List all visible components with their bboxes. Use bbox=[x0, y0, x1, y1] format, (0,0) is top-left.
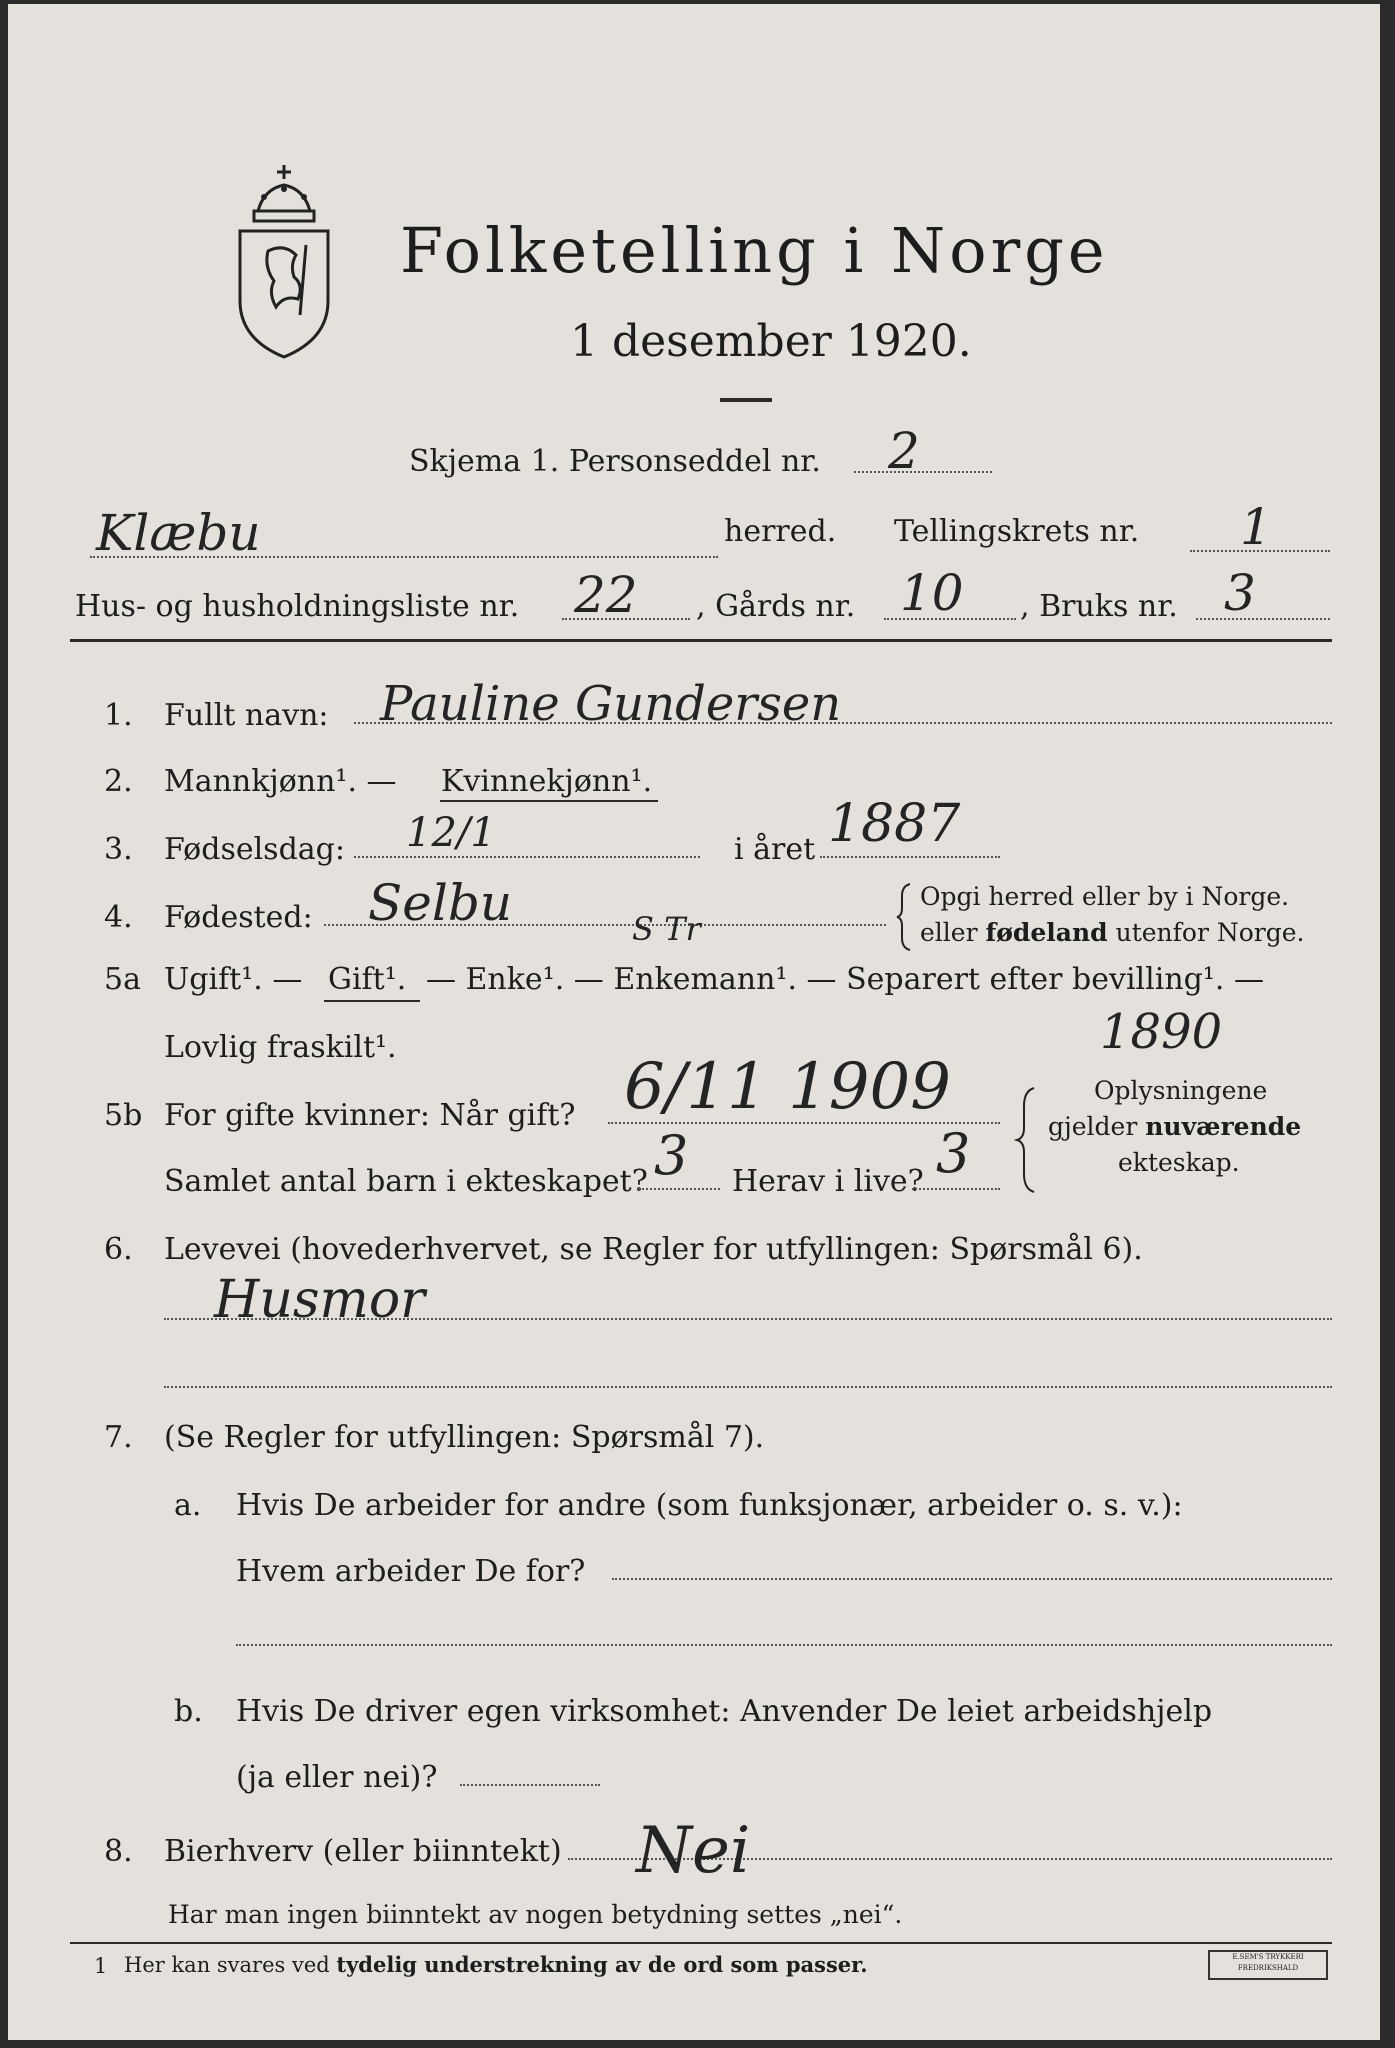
hus-value: 22 bbox=[574, 566, 638, 624]
census-form bbox=[8, 4, 1380, 2040]
footnote-number: 1 bbox=[94, 1954, 108, 1978]
hus-label: Hus- og husholdningsliste nr. bbox=[75, 589, 520, 624]
q4-label: Fødested: bbox=[164, 900, 313, 935]
q4-number: 4. bbox=[104, 900, 133, 935]
children-value: 3 bbox=[654, 1124, 689, 1187]
tellingskrets-label: Tellingskrets nr. bbox=[894, 514, 1140, 549]
birth-year-value: 1887 bbox=[828, 794, 961, 854]
bruks-field[interactable] bbox=[1196, 618, 1330, 620]
census-date: 1 desember 1920. bbox=[570, 316, 972, 367]
married-underline bbox=[324, 1000, 420, 1002]
q5b-number: 5b bbox=[104, 1098, 143, 1133]
footnote-text: Her kan svares ved tydelig understrekning av de ord som passer. bbox=[124, 1952, 868, 1977]
nuvaerende-word: nuværende bbox=[1145, 1112, 1302, 1141]
q7b-letter: b. bbox=[174, 1694, 203, 1729]
title-divider bbox=[720, 398, 772, 402]
birthday-field[interactable] bbox=[354, 856, 700, 858]
skjema-nr-value: 2 bbox=[888, 422, 920, 480]
marriage-date-value: 6/11 1909 bbox=[624, 1050, 951, 1124]
marriage-note-3: ekteskap. bbox=[1118, 1148, 1240, 1177]
q7a-letter: a. bbox=[174, 1488, 202, 1523]
q7a-question: Hvis De arbeider for andre (som funksjonær, arbeider o. s. v.): bbox=[236, 1488, 1183, 1523]
unmarried-option[interactable]: Ugift¹. — bbox=[164, 962, 303, 997]
marital-other-options[interactable]: — Enke¹. — Enkemann¹. — Separert efter bevilling¹. — bbox=[426, 962, 1264, 997]
footer-rule bbox=[70, 1942, 1332, 1944]
printer-mark: E.SEM'S TRYKKERI FREDRIKSHALD bbox=[1208, 1950, 1328, 1980]
herred-field[interactable] bbox=[90, 556, 718, 558]
form-title: Folketelling i Norge bbox=[400, 214, 1109, 287]
marriage-note-2: gjelder nuværende bbox=[1048, 1112, 1302, 1141]
year-label: i året bbox=[734, 832, 816, 867]
q1-label: Fullt navn: bbox=[164, 698, 329, 733]
footnote-bold: tydelig understrekning av de ord som passer. bbox=[336, 1952, 868, 1977]
brace-icon bbox=[896, 882, 914, 952]
tellingskrets-value: 1 bbox=[1240, 498, 1272, 556]
margin-note-1890: 1890 bbox=[1100, 1004, 1223, 1060]
brace-icon bbox=[1014, 1086, 1038, 1196]
marital-annotation: S Tr bbox=[632, 910, 701, 948]
female-option[interactable]: Kvinnekjønn¹. bbox=[441, 764, 653, 799]
married-option[interactable]: Gift¹. bbox=[328, 962, 407, 997]
q8-number: 8. bbox=[104, 1834, 133, 1869]
employer-field-2[interactable] bbox=[236, 1644, 1332, 1646]
children-label: Samlet antal barn i ekteskapet? bbox=[164, 1164, 648, 1199]
birthday-value: 12/1 bbox=[406, 810, 496, 856]
birthplace-note-1: Opgi herred eller by i Norge. bbox=[920, 882, 1290, 911]
divorced-option[interactable]: Lovlig fraskilt¹. bbox=[164, 1030, 397, 1065]
hired-help-label: (ja eller nei)? bbox=[236, 1760, 438, 1795]
gards-label: , Gårds nr. bbox=[696, 589, 856, 624]
occupation-field[interactable] bbox=[164, 1318, 1332, 1320]
male-option[interactable]: Mannkjønn¹. — bbox=[164, 764, 397, 799]
q5a-number: 5a bbox=[104, 962, 141, 997]
alive-label: Herav i live? bbox=[732, 1164, 924, 1199]
employer-field[interactable] bbox=[612, 1578, 1332, 1580]
side-income-value: Nei bbox=[636, 1814, 751, 1888]
occupation-field-2[interactable] bbox=[164, 1386, 1332, 1388]
q7b-question: Hvis De driver egen virksomhet: Anvender De leiet arbeidshjelp bbox=[236, 1694, 1213, 1729]
q3-label: Fødselsdag: bbox=[164, 832, 345, 867]
q6-label: Levevei (hovederhvervet, se Regler for utfyllingen: Spørsmål 6). bbox=[164, 1232, 1143, 1267]
children-field[interactable] bbox=[638, 1188, 720, 1190]
marriage-note-1: Oplysningene bbox=[1094, 1076, 1268, 1105]
hired-help-field[interactable] bbox=[460, 1784, 600, 1786]
q3-number: 3. bbox=[104, 832, 133, 867]
occupation-value: Husmor bbox=[214, 1270, 425, 1330]
birthplace-note-2: eller fødeland utenfor Norge. bbox=[920, 918, 1305, 947]
header-rule bbox=[70, 639, 1332, 642]
gards-value: 10 bbox=[900, 564, 964, 622]
q7-number: 7. bbox=[104, 1420, 133, 1455]
q2-number: 2. bbox=[104, 764, 133, 799]
bruks-value: 3 bbox=[1224, 564, 1256, 622]
q1-number: 1. bbox=[104, 698, 133, 733]
birthplace-value: Selbu bbox=[368, 874, 513, 932]
side-income-note: Har man ingen biinntekt av nogen betydning settes „nei“. bbox=[168, 1900, 903, 1929]
q7-label: (Se Regler for utfyllingen: Spørsmål 7). bbox=[164, 1420, 765, 1455]
herred-label: herred. bbox=[724, 514, 837, 549]
q5b-label: For gifte kvinner: Når gift? bbox=[164, 1098, 576, 1133]
q8-label: Bierhverv (eller biinntekt) bbox=[164, 1834, 562, 1869]
bruks-label: , Bruks nr. bbox=[1020, 589, 1178, 624]
skjema-label: Skjema 1. Personseddel nr. bbox=[409, 444, 821, 479]
employer-label: Hvem arbeider De for? bbox=[236, 1554, 586, 1589]
full-name-value: Pauline Gundersen bbox=[380, 676, 842, 732]
alive-field[interactable] bbox=[912, 1188, 1000, 1190]
alive-value: 3 bbox=[936, 1122, 971, 1185]
female-underline bbox=[440, 800, 658, 802]
herred-value: Klæbu bbox=[96, 504, 261, 562]
q6-number: 6. bbox=[104, 1232, 133, 1267]
coat-of-arms-icon bbox=[228, 159, 340, 364]
fodeland-word: fødeland bbox=[985, 918, 1108, 947]
skjema-nr-field[interactable] bbox=[854, 471, 992, 473]
birth-year-field[interactable] bbox=[820, 856, 1000, 858]
